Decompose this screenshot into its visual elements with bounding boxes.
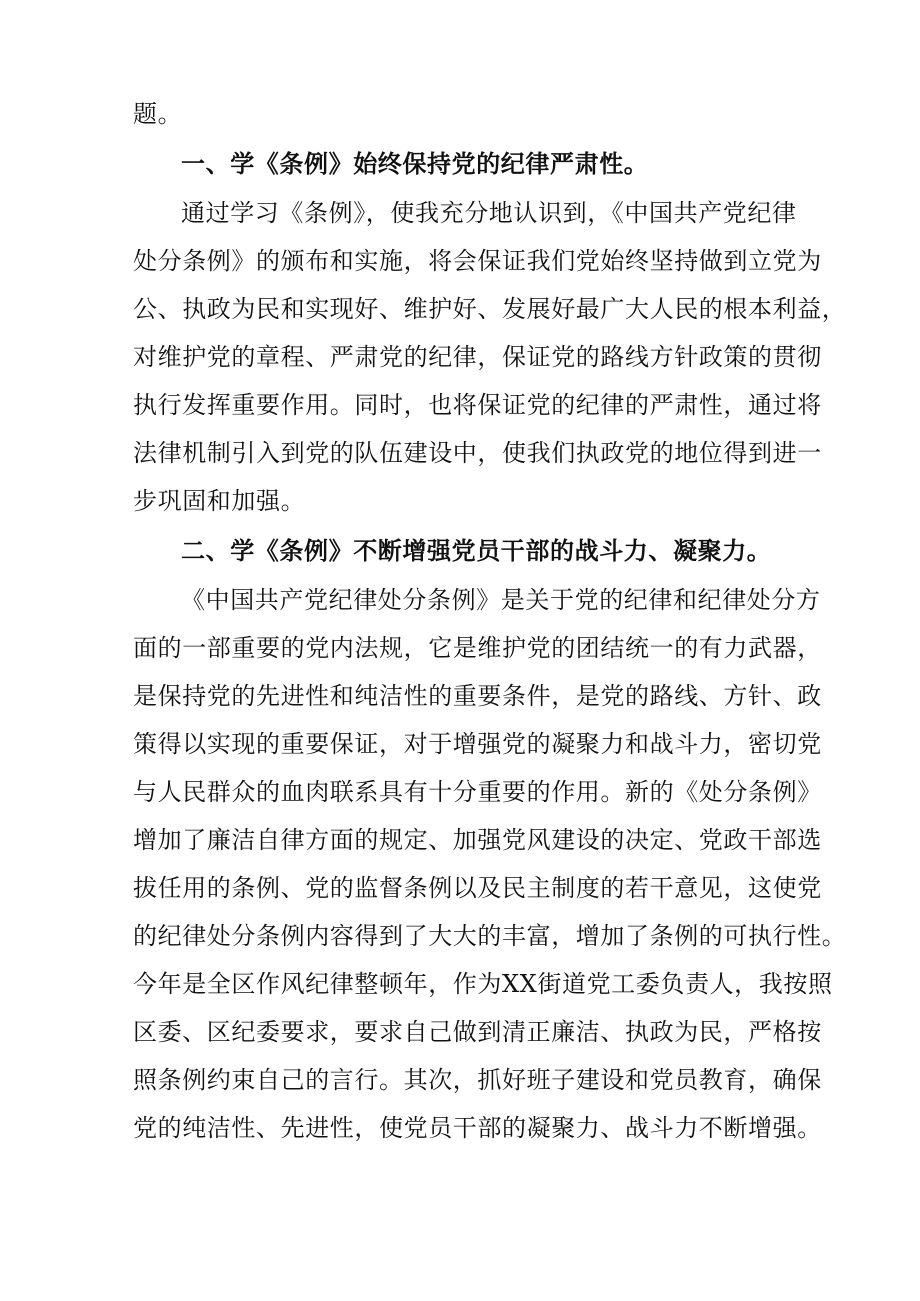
body-line: 区委、区纪委要求，要求自己做到清正廉洁、执政为民，严格按 [133,1018,822,1046]
body-line: 照条例约束自己的言行。其次，抓好班子建设和党员教育，确保 [133,1066,822,1094]
body-line: 面的一部重要的党内法规，它是维护党的团结统一的有力武器， [133,634,822,662]
body-line: 策得以实现的重要保证，对于增强党的凝聚力和战斗力，密切党 [133,730,822,758]
body-line: 步巩固和加强。 [133,487,306,515]
paragraph-end-line: 题。 [133,100,183,128]
body-line: 法律机制引入到党的队伍建设中，使我们执政党的地位得到进一 [133,439,822,467]
body-line: 拔任用的条例、党的监督条例以及民主制度的若干意见，这使党 [133,874,822,902]
body-line: 执行发挥重要作用。同时，也将保证党的纪律的严肃性，通过将 [133,391,822,419]
body-line: 党的纯洁性、先进性，使党员干部的凝聚力、战斗力不断增强。 [133,1114,822,1142]
body-line: 的纪律处分条例内容得到了大大的丰富，增加了条例的可执行性。 [133,922,847,950]
body-line: 是保持党的先进性和纯洁性的重要条件，是党的路线、方针、政 [133,682,822,710]
body-line: 通过学习《条例》，使我充分地认识到，《中国共产党纪律 [181,199,797,227]
body-line: 与人民群众的血肉联系具有十分重要的作用。新的《处分条例》 [133,778,822,806]
body-line: 增加了廉洁自律方面的规定、加强党风建设的决定、党政干部选 [133,826,822,854]
body-line: 对维护党的章程、严肃党的纪律，保证党的路线方针政策的贯彻 [133,343,822,371]
body-line: 今年是全区作风纪律整顿年，作为XX街道党工委负责人，我按照 [133,970,833,998]
section-heading-1: 一、学《条例》始终保持党的纪律严肃性。 [181,150,649,178]
body-line: 公、执政为民和实现好、维护好、发展好最广大人民的根本利益， [133,295,847,323]
body-line: 处分条例》的颁布和实施，将会保证我们党始终坚持做到立党为 [133,247,822,275]
body-line: 《中国共产党纪律处分条例》是关于党的纪律和纪律处分方 [181,586,821,614]
section-heading-2: 二、学《条例》不断增强党员干部的战斗力、凝聚力。 [181,537,772,565]
